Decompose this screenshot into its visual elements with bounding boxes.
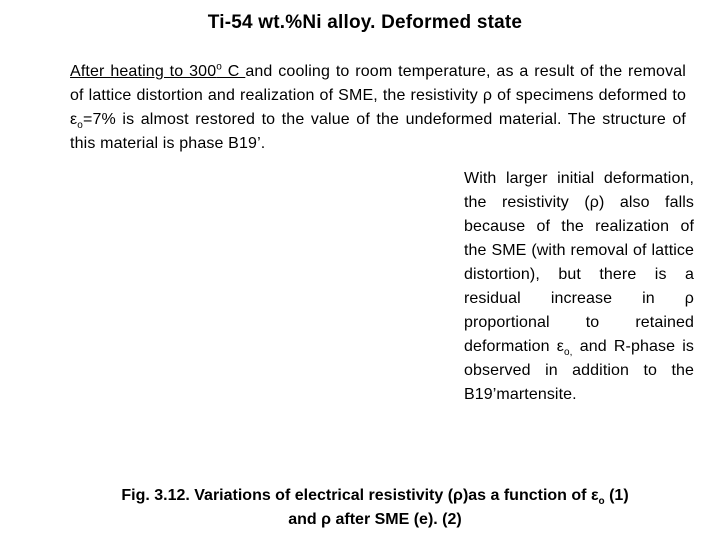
side-note-subscript: o, bbox=[564, 347, 573, 359]
intro-text-part-1: and cooling to room temperature, as a result of the removal of lattice distortion and realization of SME, the resistivity ρ of specimens deformed to ε bbox=[70, 63, 686, 128]
intro-underlined-text: After heating to 300$^o$ C bbox=[70, 61, 246, 80]
strain-subscript: o bbox=[77, 120, 84, 132]
caption-line-1: Fig. 3.12. Variations of electrical resistivity (ρ)as a function of $\varepsilon_o$ (1) bbox=[121, 487, 629, 508]
side-note-text-part-2: and R-phase is observed in addition to the B19’martensite. bbox=[464, 338, 694, 403]
slide-title: Ti-54 wt.%Ni alloy. Deformed state bbox=[207, 12, 523, 33]
caption-subscript: o bbox=[598, 496, 605, 508]
side-note-paragraph bbox=[464, 167, 694, 407]
intro-text-part-2: =7% is almost restored to the value of the undeformed material. The structure of this material is phase B19’. bbox=[70, 111, 686, 152]
side-note-text-part-1: With larger initial deformation, the resistivity (ρ) also falls because of the realization of the SME (with removal of lattice distortion), but there is a residual increase in ρ proportional to retained deformation ε bbox=[464, 170, 694, 355]
caption-line-2: and ρ after SME (e). (2) bbox=[288, 511, 462, 528]
intro-paragraph bbox=[70, 60, 686, 156]
figure-caption bbox=[0, 484, 720, 532]
degree-superscript: o bbox=[216, 61, 222, 73]
